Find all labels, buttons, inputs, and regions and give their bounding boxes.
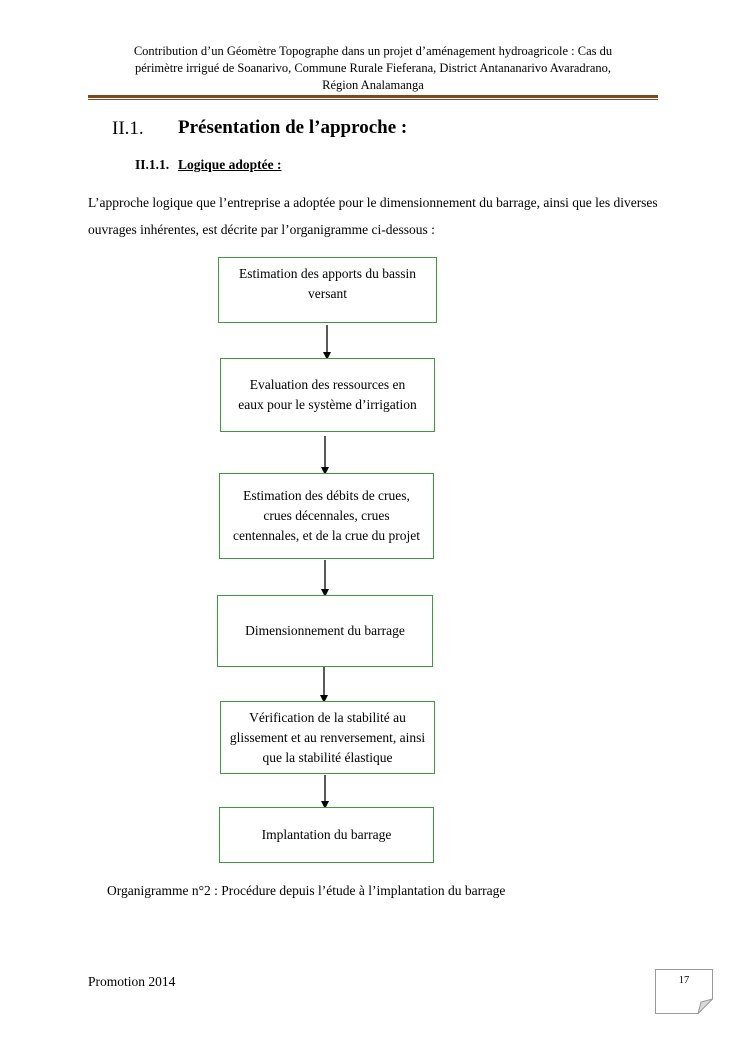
footer-promotion: Promotion 2014 <box>88 974 176 989</box>
subsection-number: II.1.1. <box>135 157 170 172</box>
header-line-2: périmètre irrigué de Soanarivo, Commune Rurale Fieferana, District Antananarivo Avaradrano, <box>135 61 611 75</box>
flow-step-3-text: Estimation des débits de crues, crues décennales, crues centennales, et de la crue du projet <box>232 488 421 543</box>
section-number: II.1. <box>112 118 144 139</box>
flow-step-3 <box>219 473 434 559</box>
flow-step-1 <box>218 257 437 323</box>
body-paragraph: L’approche logique que l’entreprise a adoptée pour le dimensionnement du barrage, ainsi que les diverses ouvrages inhérentes, est décrite par l’organigramme ci-dessous : <box>88 195 658 237</box>
flow-step-4 <box>217 595 433 667</box>
flow-step-5 <box>220 701 435 774</box>
flow-step-4-text: Dimensionnement du barrage <box>245 623 405 638</box>
subsection-title: Logique adoptée : <box>178 157 282 172</box>
flow-step-5-text: Vérification de la stabilité au glissement et au renversement, ainsi que la stabilité élastique <box>229 709 426 765</box>
flow-step-6-text: Implantation du barrage <box>261 827 392 842</box>
section-title: Présentation de l’approche : <box>178 117 408 138</box>
flow-step-2-text: Evaluation des ressources en eaux pour le système d’irrigation <box>238 377 417 412</box>
header-line-3: Région Analamanga <box>322 78 424 92</box>
header-line-1: Contribution d’un Géomètre Topographe dans un projet d’aménagement hydroagricole : Cas du <box>133 44 613 58</box>
flow-step-2 <box>220 358 435 432</box>
flow-step-6 <box>219 807 434 863</box>
page-number: 17 <box>678 975 690 986</box>
figure-caption: Organigramme n°2 : Procédure depuis l’étude à l’implantation du barrage <box>107 883 506 898</box>
flow-step-1-text: Estimation des apports du bassin versant <box>239 266 416 301</box>
